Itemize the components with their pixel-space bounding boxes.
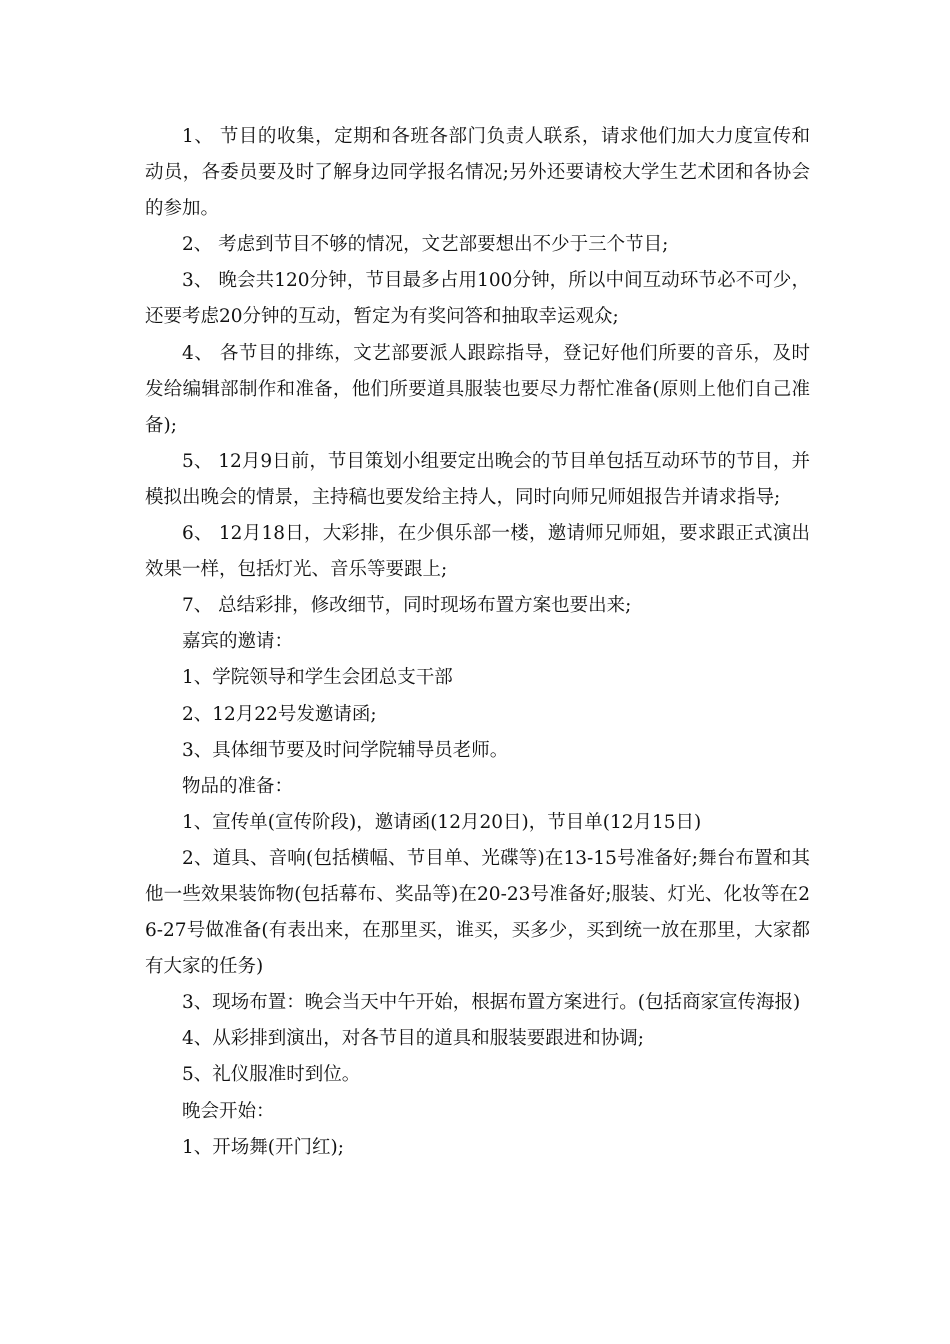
paragraph-props-follow-up: 4、从彩排到演出，对各节目的道具和服装要跟进和协调; <box>182 1028 645 1050</box>
paragraph-program-collection: 1、 节目的收集，定期和各班各部门负责人联系，请求他们加大力度宣传和动员，各委员要及时了解身边同学报名情况;另外还要请校大学生艺术团和各协会的参加。 <box>145 126 810 220</box>
paragraph-guest-leaders: 1、学院领导和学生会团总支干部 <box>182 667 453 689</box>
heading-supplies-preparation: 物品的准备： <box>182 775 294 797</box>
paragraph-insufficient-programs: 2、 考虑到节目不够的情况，文艺部要想出不少于三个节目; <box>182 234 669 256</box>
paragraph-props-audio: 2、道具、音响(包括横幅、节目单、光碟等)在13-15号准备好;舞台布置和其他一些效果装饰物(包括幕布、奖品等)在20-23号准备好;服装、灯光、化妆等在26-27号做准备(有表出来，在那里买，谁买，买多少，买到统一放在那里，大家都有大家的任务) <box>145 847 810 978</box>
heading-guest-invitation: 嘉宾的邀请： <box>182 631 294 653</box>
paragraph-flyers: 1、宣传单(宣传阶段)，邀请函(12月20日)，节目单(12月15日) <box>182 811 702 833</box>
paragraph-guest-details: 3、具体细节要及时问学院辅导员老师。 <box>182 739 509 761</box>
paragraph-gala-duration: 3、 晚会共120分钟，节目最多占用100分钟，所以中间互动环节必不可少，还要考虑20分钟的互动，暂定为有奖问答和抽取幸运观众; <box>145 270 810 328</box>
paragraph-venue-setup: 3、现场布置：晚会当天中午开始，根据布置方案进行。(包括商家宣传海报) <box>182 992 801 1014</box>
paragraph-rehearsal-summary: 7、 总结彩排，修改细节，同时现场布置方案也要出来; <box>182 595 632 617</box>
paragraph-rehearsal: 4、 各节目的排练，文艺部要派人跟踪指导，登记好他们所要的音乐，及时发给编辑部制作和准备，他们所要道具服装也要尽力帮忙准备(原则上他们自己准备); <box>145 342 810 436</box>
paragraph-invitation-date: 2、12月22号发邀请函; <box>182 703 377 725</box>
heading-gala-start: 晚会开始： <box>182 1100 275 1122</box>
paragraph-opening-dance: 1、开场舞(开门红); <box>182 1136 344 1158</box>
paragraph-etiquette-attire: 5、礼仪服准时到位。 <box>182 1064 361 1086</box>
document-body <box>145 119 810 1166</box>
paragraph-program-list-deadline: 5、 12月9日前，节目策划小组要定出晚会的节目单包括互动环节的节目，并模拟出晚会的情景，主持稿也要发给主持人，同时向师兄师姐报告并请求指导; <box>145 450 810 508</box>
paragraph-dress-rehearsal: 6、 12月18日，大彩排，在少俱乐部一楼，邀请师兄师姐，要求跟正式演出效果一样，包括灯光、音乐等要跟上; <box>145 523 810 581</box>
